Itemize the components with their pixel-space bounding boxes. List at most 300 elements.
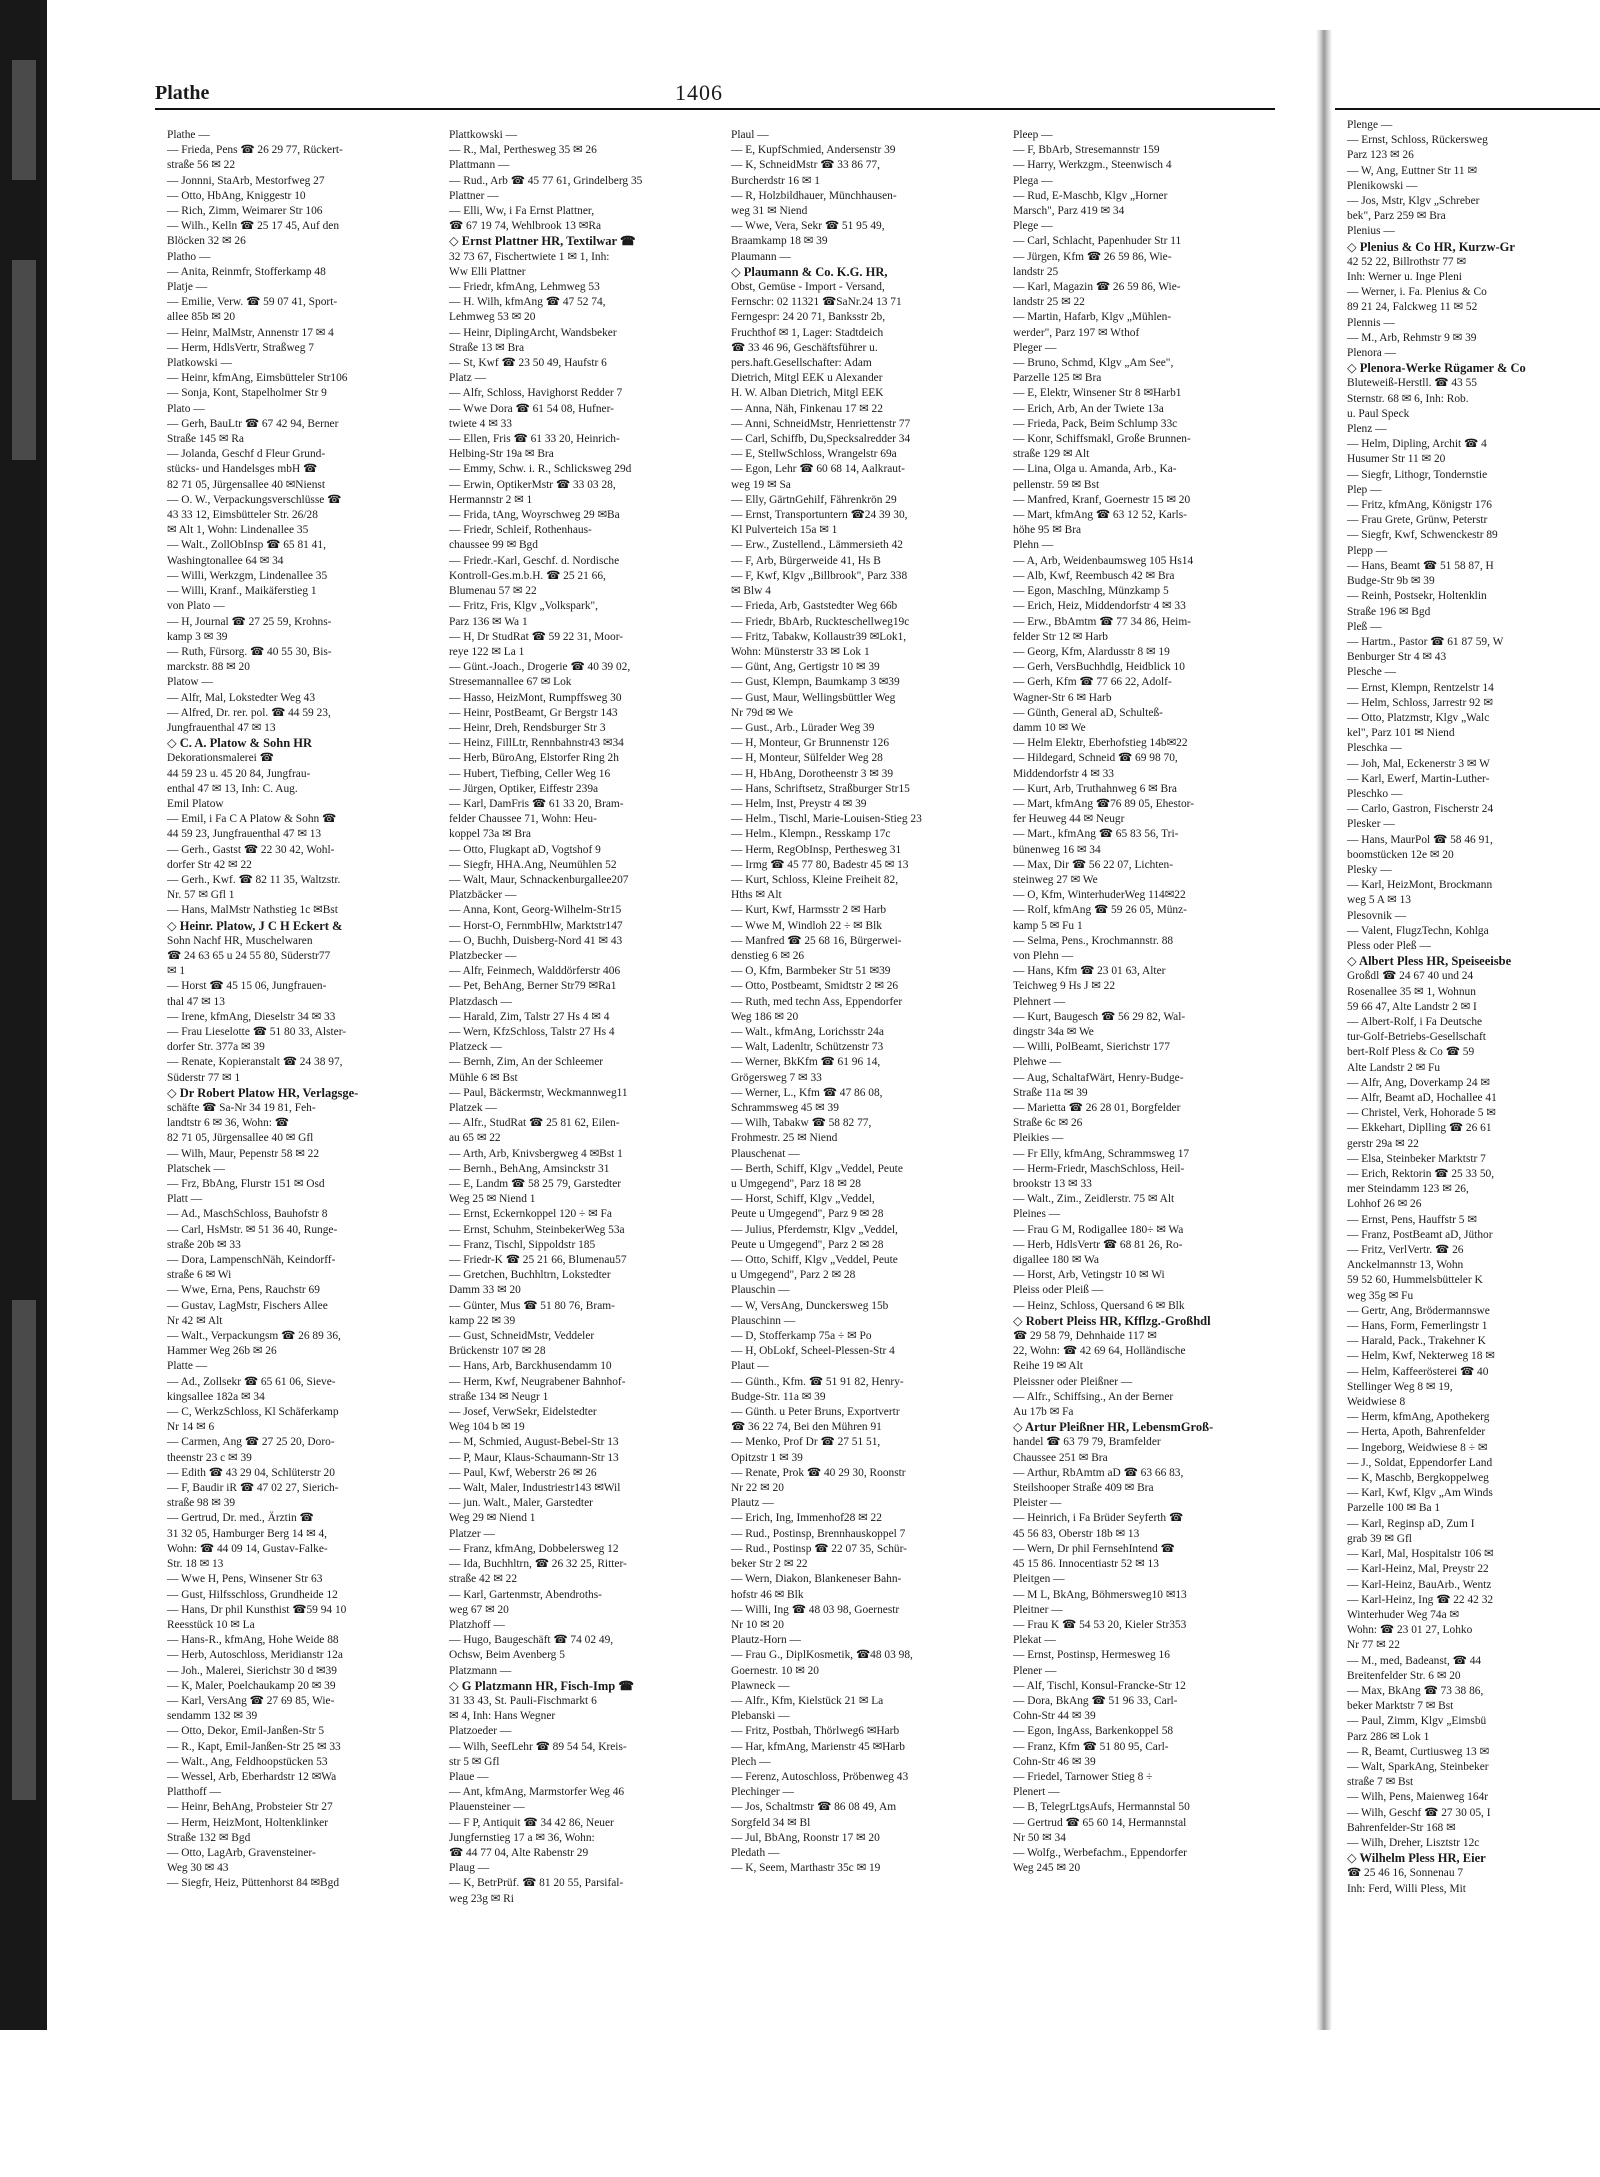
directory-entry-line: Wohn: ☎ 23 01 27, Lohko [1347, 1624, 1473, 1637]
directory-entry-line: — Josef, VerwSekr, Eidelstedter [449, 1406, 597, 1419]
directory-entry-line: — H, ObLokf, Scheel-Plessen-Str 4 [731, 1345, 895, 1358]
directory-entry-line: theenstr 23 c ✉ 39 [167, 1451, 252, 1464]
directory-entry-line: Inh: Werner u. Inge Pleni [1347, 271, 1462, 284]
directory-entry-line: Blöcken 32 ✉ 26 [167, 235, 246, 248]
directory-entry-line: — Ernst, Schuhm, SteinbekerWeg 53a [449, 1223, 625, 1236]
directory-entry-line: Pleitgen — [1013, 1573, 1065, 1586]
directory-entry-line: Wohn: ☎ 44 09 14, Gustav-Falke- [167, 1542, 328, 1555]
directory-entry-line: straße 98 ✉ 39 [167, 1497, 236, 1510]
directory-entry-line: — Renate, Prok ☎ 40 29 30, Roonstr [731, 1466, 906, 1479]
directory-entry-line: Platzer — [449, 1527, 495, 1540]
directory-entry-line: — H, HbAng, Dorotheenstr 3 ✉ 39 [731, 767, 894, 780]
directory-entry-line: — Wwe Dora ☎ 61 54 08, Hufner- [449, 402, 614, 415]
directory-entry-line: Platthoff — [167, 1786, 221, 1799]
directory-entry-line: — Frieda, Pens ☎ 26 29 77, Rückert- [167, 144, 343, 157]
directory-entry-line: — Fr Elly, kfmAng, Schrammsweg 17 [1013, 1147, 1190, 1160]
directory-entry-line: — Erw., Zustellend., Lämmersieth 42 [731, 539, 903, 552]
directory-entry-line: Cohn-Str 46 ✉ 39 [1013, 1755, 1096, 1768]
directory-entry-line: Plep — [1347, 483, 1382, 496]
directory-entry-line: — Alfr, Feinmech, Walddörferstr 406 [449, 965, 621, 978]
directory-entry-line: — Ernst, Postinsp, Hermesweg 16 [1013, 1649, 1170, 1662]
directory-entry-line: Lehmweg 53 ✉ 20 [449, 311, 536, 324]
directory-entry-line: — Heinr, Dreh, Rendsburger Str 3 [449, 721, 606, 734]
directory-entry-line: — Ernst, Transportuntern ☎24 39 30, [731, 509, 908, 522]
directory-entry-line: — Helm, Inst, Preystr 4 ✉ 39 [731, 797, 867, 810]
directory-entry-line: reye 122 ✉ La 1 [449, 645, 525, 658]
directory-entry-line: Pleister — [1013, 1497, 1062, 1510]
directory-entry-line: — Menko, Prof Dr ☎ 27 51 51, [731, 1436, 881, 1449]
directory-entry-line: — Valent, FlugzTechn, Kohlga [1347, 924, 1489, 937]
directory-entry-line: — Wwe H, Pens, Winsener Str 63 [167, 1573, 323, 1586]
directory-entry-line: — Gust, Hilfsschloss, Grundheide 12 [167, 1588, 338, 1601]
directory-entry-line: — Alfr, Schloss, Havighorst Redder 7 [449, 387, 623, 400]
directory-entry-line: Straße 132 ✉ Bgd [167, 1831, 251, 1844]
directory-entry-line: Pleschka — [1347, 742, 1402, 755]
directory-entry-line: — Karl, HeizMont, Brockmann [1347, 879, 1493, 892]
directory-entry-line: Nr 42 ✉ Alt [167, 1314, 223, 1327]
directory-entry-line: — Edith ☎ 43 29 04, Schlüterstr 20 [167, 1466, 335, 1479]
directory-entry-line: — Harald, Pack., Trakehner K [1347, 1335, 1486, 1348]
directory-entry-line: — Carmen, Ang ☎ 27 25 20, Doro- [167, 1436, 335, 1449]
directory-entry-line: Plawneck — [731, 1679, 790, 1692]
directory-entry-line: — Kurt, Baugesch ☎ 56 29 82, Wal- [1013, 1010, 1186, 1023]
directory-entry-line: Reihe 19 ✉ Alt [1013, 1360, 1083, 1373]
directory-entry-line: — R, Holzbildhauer, Münchhausen- [731, 189, 897, 202]
directory-entry-line: — Jolanda, Geschf d Fleur Grund- [167, 448, 326, 461]
directory-entry-line: kingsallee 182a ✉ 34 [167, 1390, 265, 1403]
directory-entry-line: — Emmy, Schw. i. R., Schlicksweg 29d [449, 463, 632, 476]
directory-entry-line: Ferngespr: 24 20 71, Banksstr 2b, [731, 311, 886, 324]
directory-entry-line: steinweg 27 ✉ We [1013, 873, 1098, 886]
directory-entry-line: Großdl ☎ 24 67 40 und 24 [1347, 970, 1474, 983]
directory-entry-line: — Walt., Verpackungsm ☎ 26 89 36, [167, 1330, 341, 1343]
directory-entry-line: Damm 33 ✉ 20 [449, 1284, 521, 1297]
directory-entry-line: — Heinr, MalMstr, Annenstr 17 ✉ 4 [167, 326, 334, 339]
directory-entry-line: — Alfr, Ang, Doverkamp 24 ✉ [1347, 1076, 1490, 1089]
directory-entry-line: beker Str 2 ✉ 22 [731, 1558, 808, 1571]
directory-entry-line: — Egon, MaschIng, Münzkamp 5 [1013, 585, 1169, 598]
directory-entry-line: Kl Pulverteich 15a ✉ 1 [731, 524, 838, 537]
directory-entry-line: — Erich, Rektorin ☎ 25 33 50, [1347, 1168, 1495, 1181]
directory-entry-line: Fernschr: 02 11321 ☎SaNr.24 13 71 [731, 296, 902, 309]
directory-entry-line: Rosenallee 35 ✉ 1, Wohnun [1347, 985, 1476, 998]
directory-entry-line: ☎ 25 46 16, Sonnenau 7 [1347, 1867, 1464, 1880]
directory-entry-line: — Alb, Kwf, Reembusch 42 ✉ Bra [1013, 569, 1175, 582]
directory-entry-line: Plenora — [1347, 347, 1397, 360]
directory-entry-line: Platte — [167, 1360, 208, 1373]
directory-entry-line: — Otto, LagArb, Gravensteiner- [167, 1846, 316, 1859]
directory-entry-line: — Frau G M, Rodigallee 180÷ ✉ Wa [1013, 1223, 1184, 1236]
directory-entry-line: Husumer Str 11 ✉ 20 [1347, 453, 1446, 466]
directory-entry-line: Plenge — [1347, 119, 1393, 131]
directory-entry-line: 31 33 43, St. Pauli-Fischmarkt 6 [449, 1694, 597, 1707]
directory-entry-line: Dietrich, Mitgl EEK u Alexander [731, 372, 883, 385]
directory-entry-line: — O, Kfm, Barmbeker Str 51 ✉39 [731, 965, 891, 978]
directory-entry-line: — Günth., Kfm. ☎ 51 91 82, Henry- [731, 1375, 904, 1388]
directory-entry-line: — Herta, Apoth, Bahrenfelder [1347, 1426, 1486, 1439]
directory-entry-line: Chaussee 251 ✉ Bra [1013, 1451, 1108, 1464]
directory-entry-line: — Werner, L., Kfm ☎ 47 86 08, [731, 1086, 883, 1099]
directory-entry-line: — Wessel, Arb, Eberhardstr 12 ✉Wa [167, 1770, 337, 1783]
directory-entry-line: Str. 18 ✉ 13 [167, 1558, 224, 1571]
directory-entry-line: Plenikowski — [1347, 179, 1418, 192]
directory-entry-line: — Emilie, Verw. ☎ 59 07 41, Sport- [167, 296, 338, 309]
directory-entry-line: Breitenfelder Str. 6 ✉ 20 [1347, 1669, 1461, 1682]
directory-entry-line: — Bernh, Zim, An der Schleemer [449, 1056, 604, 1069]
directory-entry-line: — Fritz, kfmAng, Königstr 176 [1347, 499, 1492, 512]
directory-entry-line: — Anna, Kont, Georg-Wilhelm-Str15 [449, 904, 622, 917]
directory-entry-line: Platzmann — [449, 1664, 512, 1677]
directory-entry-line: Frohmestr. 25 ✉ Niend [731, 1132, 838, 1145]
directory-entry-line: Plato — [167, 402, 205, 415]
directory-entry-line: — Alfr., StudRat ☎ 25 81 62, Eilen- [449, 1117, 620, 1130]
directory-entry-line: — Gust, Maur, Wellingsbüttler Weg [731, 691, 896, 704]
directory-entry-line: Straße 6c ✉ 26 [1013, 1117, 1083, 1130]
column-4 [1013, 128, 1275, 1876]
directory-entry-line: Parz 123 ✉ 26 [1347, 149, 1414, 162]
directory-entry-line: — Har, kfmAng, Marienstr 45 ✉Harb [731, 1740, 905, 1753]
directory-entry-line: — M, Schmied, August-Bebel-Str 13 [449, 1436, 619, 1449]
directory-entry-line: Nr 14 ✉ 6 [167, 1421, 215, 1434]
directory-entry-line: — Heinr, PostBeamt, Gr Bergstr 143 [449, 706, 618, 719]
directory-entry-line: — Jos, Mstr, Klgv „Schreber [1347, 195, 1480, 208]
directory-entry-line: — Alf, Tischl, Konsul-Francke-Str 12 [1013, 1679, 1186, 1692]
directory-entry-line: ✉ Alt 1, Wohn: Lindenallee 35 [167, 524, 309, 537]
next-page-partial [1335, 78, 1600, 2038]
directory-entry-line: schäfte ☎ Sa-Nr 34 19 81, Feh- [167, 1102, 316, 1114]
directory-entry-line: Obst, Gemüse - Import - Versand, [731, 281, 885, 294]
directory-entry-line: — Herm, HeizMont, Holtenklinker [167, 1816, 329, 1829]
directory-entry-line: — Aug, SchaltafWärt, Henry-Budge- [1013, 1071, 1184, 1084]
directory-entry-line: Platow — [167, 676, 213, 689]
directory-entry-line: Platzeck — [449, 1041, 502, 1054]
directory-entry-line: — Sonja, Kont, Stapelholmer Str 9 [167, 387, 327, 400]
edge-strip [12, 1300, 36, 1800]
directory-entry-line: — Carl, Schiffb, Du,Specksalredder 34 [731, 433, 911, 446]
directory-entry-line: — Rich, Zimm, Weimarer Str 106 [167, 205, 323, 218]
directory-entry-line: — Gertrud, Dr. med., Ärztin ☎ [167, 1512, 314, 1525]
directory-entry-line: u. Paul Speck [1347, 407, 1410, 420]
directory-entry-line: — Gerh., Kwf. ☎ 82 11 35, Waltzstr. [167, 873, 341, 886]
directory-entry-line: — Gerh., Gastst ☎ 22 30 42, Wohl- [167, 843, 335, 856]
directory-entry-line: beker Marktstr 7 ✉ Bst [1347, 1700, 1454, 1713]
directory-entry-line: weg 35g ✉ Fu [1347, 1289, 1414, 1302]
directory-entry-line: felder Chaussee 71, Wohn: Heu- [449, 813, 597, 826]
directory-entry-line: — Karl-Heinz, BauArb., Wentz [1347, 1578, 1492, 1591]
directory-entry-line: — H, Monteur, Gr Brunnenstr 126 [731, 737, 890, 750]
directory-entry-line: — Rolf, kfmAng ☎ 59 26 05, Münz- [1013, 904, 1187, 917]
directory-entry-line: — Wolfg., Werbefachm., Eppendorfer [1013, 1846, 1187, 1859]
directory-entry-line: — Siegfr, HHA.Ang, Neumühlen 52 [449, 858, 617, 871]
directory-entry-line: Plauschin — [731, 1284, 790, 1297]
directory-entry-line: — Frieda, Pack, Beim Schlump 33c [1013, 417, 1178, 430]
directory-entry-line: 44 59 23, Jungfrauenthal 47 ✉ 13 [167, 828, 322, 841]
directory-entry-line: Pleß — [1347, 620, 1382, 633]
directory-entry-line: Plaul — [731, 129, 769, 141]
directory-entry-line: — Paul, Kwf, Weberstr 26 ✉ 26 [449, 1466, 597, 1479]
directory-entry-line: ◇ Plenora-Werke Rügamer & Co [1347, 361, 1526, 376]
directory-entry-line: ◇ Wilhelm Pless HR, Eier [1347, 1851, 1486, 1866]
directory-entry-line: Nr 79d ✉ We [731, 706, 793, 719]
directory-entry-line: Plenius — [1347, 225, 1395, 238]
directory-entry-line: — C, WerkzSchloss, Kl Schäferkamp [167, 1406, 339, 1419]
directory-entry-line: Weg 30 ✉ 43 [167, 1862, 229, 1875]
directory-entry-line: landstr 25 ✉ 22 [1013, 296, 1085, 309]
directory-entry-line: dorfer Str 42 ✉ 22 [167, 858, 252, 871]
directory-entry-line: — Ernst, Schloss, Rückersweg [1347, 134, 1488, 147]
directory-entry-line: — Karl, Reginsp aD, Zum I [1347, 1517, 1475, 1530]
directory-entry-line: Plaug — [449, 1862, 490, 1875]
directory-entry-line: straße 6 ✉ Wi [167, 1269, 232, 1282]
directory-entry-line: Pleger — [1013, 341, 1057, 354]
directory-entry-line: — Karl-Heinz, Ing ☎ 22 42 32 [1347, 1593, 1494, 1606]
directory-entry-line: Peute u Umgegend", Parz 2 ✉ 28 [731, 1238, 884, 1251]
directory-entry-line: — Alfr., Schiffsing., An der Berner [1013, 1390, 1174, 1403]
directory-entry-line: — Wilh, Tabakw ☎ 58 82 77, [731, 1117, 872, 1130]
directory-entry-line: — K, Seem, Marthastr 35c ✉ 19 [731, 1862, 881, 1875]
directory-entry-line: — Egon, IngAss, Barkenkoppel 58 [1013, 1725, 1174, 1738]
directory-entry-line: Peute u Umgegend", Parz 9 ✉ 28 [731, 1208, 884, 1221]
directory-entry-line: — M L, BkAng, Böhmersweg10 ✉13 [1013, 1588, 1187, 1601]
directory-entry-line: mer Steindamm 123 ✉ 26, [1347, 1183, 1469, 1196]
directory-entry-line: — Willi, Werkzgm, Lindenallee 35 [167, 569, 328, 582]
directory-entry-line: Plautz-Horn — [731, 1634, 801, 1647]
directory-entry-line: — Albert-Rolf, i Fa Deutsche [1347, 1015, 1483, 1028]
directory-entry-line: ✉ Blw 4 [731, 585, 771, 598]
directory-entry-line: — Werner, i. Fa. Plenius & Co [1347, 286, 1487, 299]
directory-entry-line: — Wern, Diakon, Blankeneser Bahn- [731, 1573, 902, 1586]
directory-entry-line: — Ernst, Eckernkoppel 120 ÷ ✉ Fa [449, 1208, 612, 1221]
directory-entry-line: ◇ Ernst Plattner HR, Textilwar ☎ [449, 234, 636, 249]
directory-entry-line: — R., Kapt, Emil-Janßen-Str 25 ✉ 33 [167, 1740, 341, 1753]
directory-entry-line: — Helm, Schloss, Jarrestr 92 ✉ [1347, 696, 1493, 709]
directory-entry-line: — Harry, Werkzgm., Steenwisch 4 [1013, 159, 1172, 172]
directory-entry-line: Ochsw, Beim Avenberg 5 [449, 1649, 565, 1662]
directory-entry-line: — Hartm., Pastor ☎ 61 87 59, W [1347, 635, 1504, 648]
directory-entry-line: — Irmg ☎ 45 77 80, Badestr 45 ✉ 13 [731, 858, 909, 871]
directory-entry-line: — Erwin, OptikerMstr ☎ 33 03 28, [449, 478, 616, 491]
directory-entry-line: ◇ G Platzmann HR, Fisch-Imp ☎ [449, 1678, 634, 1693]
directory-entry-line: — Günter, Mus ☎ 51 80 76, Bram- [449, 1299, 615, 1312]
directory-entry-line: — K, SchneidMstr ☎ 33 86 77, [731, 159, 880, 172]
directory-entry-line: — D, Stofferkamp 75a ÷ ✉ Po [731, 1330, 872, 1343]
directory-entry-line: Pleitner — [1013, 1603, 1063, 1616]
directory-entry-line: str 5 ✉ Gfl [449, 1755, 500, 1768]
directory-entry-line: — Otto, Dekor, Emil-Janßen-Str 5 [167, 1725, 325, 1738]
directory-entry-line: Goernestr. 10 ✉ 20 [731, 1664, 819, 1677]
directory-entry-line: pellenstr. 59 ✉ Bst [1013, 478, 1100, 491]
directory-entry-line: — Wilh., Kelln ☎ 25 17 45, Auf den [167, 220, 340, 233]
directory-entry-line: ✉ 4, Inh: Hans Wegner [449, 1710, 556, 1723]
directory-entry-line: — Walt, Ladenltr, Schützenstr 73 [731, 1041, 884, 1054]
directory-entry-line: Fruchthof ✉ 1, Lager: Stadtdeich [731, 326, 884, 339]
directory-entry-line: — Harald, Zim, Talstr 27 Hs 4 ✉ 4 [449, 1010, 610, 1023]
directory-entry-line: Platzek — [449, 1102, 497, 1114]
directory-entry-line: ◇ Heinr. Platow, J C H Eckert & [167, 918, 343, 933]
directory-entry-line: — Fritz, Fris, Klgv „Volkspark", [449, 600, 599, 613]
directory-entry-line: Cohn-Str 44 ✉ 39 [1013, 1710, 1096, 1723]
directory-entry-line: Inh: Ferd, Willi Pless, Mit [1347, 1882, 1466, 1895]
directory-entry-line: — Anni, SchneidMstr, Henriettenstr 77 [731, 417, 911, 430]
directory-entry-line: — Selma, Pens., Krochmannstr. 88 [1013, 934, 1174, 947]
directory-entry-line: 82 71 05, Jürgensallee 40 ✉Nienst [167, 478, 326, 491]
directory-entry-line: pers.haft.Gesellschafter: Adam [731, 357, 872, 370]
directory-entry-line: — Günt, Ang, Gertigstr 10 ✉ 39 [731, 661, 880, 674]
directory-entry-line: — Ernst, Klempn, Rentzelstr 14 [1347, 681, 1494, 694]
directory-entry-line: Pleines — [1013, 1208, 1061, 1221]
directory-entry-line: — Siegfr, Heiz, Püttenhorst 84 ✉Bgd [167, 1877, 340, 1890]
directory-entry-line: straße 20b ✉ 33 [167, 1238, 241, 1251]
directory-entry-line: — Günth, General aD, Schulteß- [1013, 706, 1163, 719]
directory-entry-line: Plattner — [449, 189, 499, 202]
directory-entry-line: — Bernh., BehAng, Amsinckstr 31 [449, 1162, 610, 1175]
directory-entry-line: — Carl, Schlacht, Papenhuder Str 11 [1013, 235, 1182, 248]
directory-entry-line: — Georg, Kfm, Alardusstr 8 ✉ 19 [1013, 645, 1170, 658]
left-page-edge [0, 0, 47, 2030]
directory-entry-line: — M., med, Badeanst, ☎ 44 [1347, 1654, 1482, 1667]
directory-entry-line: Ww Elli Plattner [449, 265, 526, 278]
directory-entry-line: dorfer Str. 377a ✉ 39 [167, 1041, 265, 1054]
directory-entry-line: — Renate, Kopieranstalt ☎ 24 38 97, [167, 1056, 343, 1069]
directory-entry-line: — Hubert, Tiefbing, Celler Weg 16 [449, 767, 611, 780]
directory-entry-line: — Gustav, LagMstr, Fischers Allee [167, 1299, 328, 1312]
directory-entry-line: — Arthur, RbAmtm aD ☎ 63 66 83, [1013, 1466, 1184, 1479]
directory-entry-line: — Karl, VersAng ☎ 27 69 85, Wie- [167, 1694, 335, 1707]
directory-entry-line: 89 21 24, Falckweg 11 ✉ 52 [1347, 301, 1478, 314]
directory-entry-line: Hermannstr 2 ✉ 1 [449, 493, 533, 506]
directory-entry-line: — Ferenz, Autoschloss, Pröbenweg 43 [731, 1770, 909, 1783]
directory-entry-line: — Willi, PolBeamt, Sierichstr 177 [1013, 1041, 1170, 1054]
directory-entry-line: Plaue — [449, 1770, 489, 1783]
directory-entry-line: grab 39 ✉ Gfl [1347, 1532, 1412, 1545]
directory-entry-line: — Joh, Mal, Eckenerstr 3 ✉ W [1347, 757, 1490, 770]
directory-entry-line: kamp 5 ✉ Fu 1 [1013, 919, 1083, 932]
directory-entry-line: — Günth. u Peter Bruns, Exportvertr [731, 1406, 900, 1419]
directory-entry-line: Plauschenat — [731, 1147, 800, 1160]
directory-entry-line: Plechinger — [731, 1786, 794, 1799]
directory-entry-line: Dekorationsmalerei ☎ [167, 752, 274, 765]
directory-entry-line: Weg 186 ✉ 20 [731, 1010, 799, 1023]
directory-entry-line: Platje — [167, 281, 208, 294]
directory-entry-line: — H. Wilh, kfmAng ☎ 47 52 74, [449, 296, 606, 309]
directory-entry-line: — Wwe M, Windloh 22 ÷ ✉ Blk [731, 919, 882, 932]
directory-entry-line: weg 23g ✉ Ri [449, 1892, 514, 1905]
directory-entry-line: — F, Kwf, Klgv „Billbrook", Parz 338 [731, 569, 908, 582]
directory-entry-line: — K, Maschb, Bergkoppelweg [1347, 1472, 1489, 1485]
directory-entry-line: weg 31 ✉ Niend [731, 205, 808, 218]
directory-entry-line: Bahrenfelder-Str 168 ✉ [1347, 1821, 1456, 1834]
directory-entry-line: — Jonnni, StaArb, Mestorfweg 27 [167, 174, 325, 187]
column-2 [449, 128, 709, 1907]
directory-entry-line: — F, Baudir iR ☎ 47 02 27, Sierich- [167, 1482, 339, 1495]
directory-entry-line: brookstr 13 ✉ 33 [1013, 1178, 1092, 1191]
directory-entry-line: 31 32 05, Hamburger Berg 14 ✉ 4, [167, 1527, 328, 1540]
directory-entry-line: — Heinr, BehAng, Probsteier Str 27 [167, 1801, 333, 1814]
directory-entry-line: — Gretchen, Buchhltrn, Lokstedter [449, 1269, 611, 1282]
directory-entry-line: — Ekkehart, Diplling ☎ 26 61 [1347, 1122, 1492, 1135]
directory-entry-line: — Werner, BkKfm ☎ 61 96 14, [731, 1056, 881, 1069]
directory-entry-line: Nr 77 ✉ 22 [1347, 1639, 1400, 1652]
directory-entry-line: — Helm, Kwf, Nekterweg 18 ✉ [1347, 1350, 1495, 1363]
directory-entry-line: — Herb, BüroAng, Elstorfer Ring 2h [449, 752, 619, 765]
directory-entry-line: ◇ Artur Pleißner HR, LebensmGroß- [1013, 1420, 1214, 1435]
directory-entry-line: kel", Parz 101 ✉ Niend [1347, 727, 1455, 740]
directory-entry-line: ☎ 33 46 96, Geschäftsführer u. [731, 341, 878, 354]
directory-entry-line: — Mart, kfmAng ☎76 89 05, Ehestor- [1013, 797, 1194, 810]
directory-entry-line: Plesovnik — [1347, 909, 1407, 922]
directory-entry-line: Grögersweg 7 ✉ 33 [731, 1071, 822, 1084]
directory-entry-line: kamp 3 ✉ 39 [167, 630, 228, 643]
directory-entry-line: Pleikies — [1013, 1132, 1064, 1145]
edge-strip [12, 260, 36, 460]
directory-entry-line: Au 17b ✉ Fa [1013, 1406, 1074, 1419]
directory-entry-line: — H, Monteur, Sülfelder Weg 28 [731, 752, 883, 765]
directory-entry-line: Plener — [1013, 1664, 1057, 1677]
directory-entry-line: — Frau Grete, Grünw, Peterstr [1347, 514, 1488, 527]
directory-entry-line: 42 52 22, Billrothstr 77 ✉ [1347, 255, 1467, 268]
directory-entry-line: — Herb, HdlsVertr ☎ 68 81 26, Ro- [1013, 1238, 1183, 1251]
directory-entry-line: Reesstück 10 ✉ La [167, 1618, 255, 1631]
directory-entry-line: Plathe — [167, 129, 210, 141]
directory-entry-line: Parz 286 ✉ Lok 1 [1347, 1730, 1430, 1743]
directory-entry-line: — Anita, Reinmfr, Stofferkamp 48 [167, 265, 326, 278]
directory-entry-line: u Umgegend", Parz 18 ✉ 28 [731, 1178, 861, 1191]
directory-entry-line: Emil Platow [167, 797, 224, 810]
directory-entry-line: Plege — [1013, 220, 1053, 233]
directory-entry-line: — Friedr-K ☎ 25 21 66, Blumenau57 [449, 1254, 627, 1267]
directory-entry-line: — Elli, Ww, i Fa Ernst Plattner, [449, 205, 595, 218]
directory-entry-line: Plaut — [731, 1360, 769, 1373]
directory-entry-line: — Helm., Tischl, Marie-Louisen-Stieg 23 [731, 813, 922, 826]
directory-entry-line: — Hans, Beamt ☎ 51 58 87, H [1347, 559, 1494, 572]
directory-entry-line: — Frau G., DiplKosmetik, ☎48 03 98, [731, 1649, 913, 1662]
directory-entry-line: — E, Landm ☎ 58 25 79, Garstedter [449, 1178, 622, 1191]
directory-entry-line: — J., Soldat, Eppendorfer Land [1347, 1456, 1493, 1469]
directory-entry-line: — Walt., kfmAng, Lorichsstr 24a [731, 1025, 884, 1038]
directory-entry-line: — Karl, Magazin ☎ 26 59 86, Wie- [1013, 281, 1181, 294]
directory-entry-line: — Hugo, Baugeschäft ☎ 74 02 49, [449, 1634, 614, 1647]
directory-entry-line: höhe 95 ✉ Bra [1013, 524, 1082, 537]
directory-entry-line: — Hans, Arb, Barckhusendamm 10 [449, 1360, 612, 1373]
directory-entry-line: marckstr. 88 ✉ 20 [167, 661, 250, 674]
directory-entry-line: — Wilh, Dreher, Lisztstr 12c [1347, 1836, 1480, 1849]
directory-entry-line: Straße 196 ✉ Bgd [1347, 605, 1431, 618]
directory-entry-line: ☎ 36 22 74, Bei den Mühren 91 [731, 1421, 882, 1434]
directory-entry-line: — Walt, SparkAng, Steinbeker [1347, 1760, 1489, 1773]
directory-entry-line: Schrammsweg 45 ✉ 39 [731, 1102, 839, 1114]
directory-entry-line: Washingtonallee 64 ✉ 34 [167, 554, 284, 567]
directory-entry-line: ☎ 67 19 74, Wehlbrook 13 ✉Ra [449, 220, 602, 233]
directory-entry-line: — jun. Walt., Maler, Garstedter [449, 1497, 593, 1510]
directory-entry-line: — Mart, kfmAng ☎ 63 12 52, Karls- [1013, 509, 1187, 522]
directory-entry-line: — Gerh, Kfm ☎ 77 66 22, Adolf- [1013, 676, 1172, 689]
directory-entry-line: denstieg 6 ✉ 26 [731, 949, 805, 962]
directory-entry-line: 59 52 60, Hummelsbütteler K [1347, 1274, 1483, 1287]
directory-entry-line: Plekat — [1013, 1634, 1056, 1647]
directory-entry-line: — Herm, kfmAng, Apothekerg [1347, 1411, 1490, 1424]
directory-entry-line: — Pet, BehAng, Berner Str79 ✉Ra1 [449, 980, 617, 993]
directory-entry-line: Weg 104 b ✉ 19 [449, 1421, 525, 1434]
directory-entry-line: — Wwe, Erna, Pens, Rauchstr 69 [167, 1284, 320, 1297]
directory-entry-line: — Horst-O, FernmbHlw, Marktstr147 [449, 919, 623, 932]
directory-page [155, 78, 1275, 2038]
directory-entry-line: ◇ C. A. Platow & Sohn HR [167, 736, 313, 751]
directory-entry-line: Sternstr. 68 ✉ 6, Inh: Rob. [1347, 392, 1469, 405]
directory-entry-line: — Lina, Olga u. Amanda, Arb., Ka- [1013, 463, 1177, 476]
directory-entry-line: — Ingeborg, Weidwiese 8 ÷ ✉ [1347, 1441, 1488, 1454]
directory-entry-line: Parzelle 125 ✉ Bra [1013, 372, 1102, 385]
directory-entry-line: Plauensteiner — [449, 1801, 525, 1814]
